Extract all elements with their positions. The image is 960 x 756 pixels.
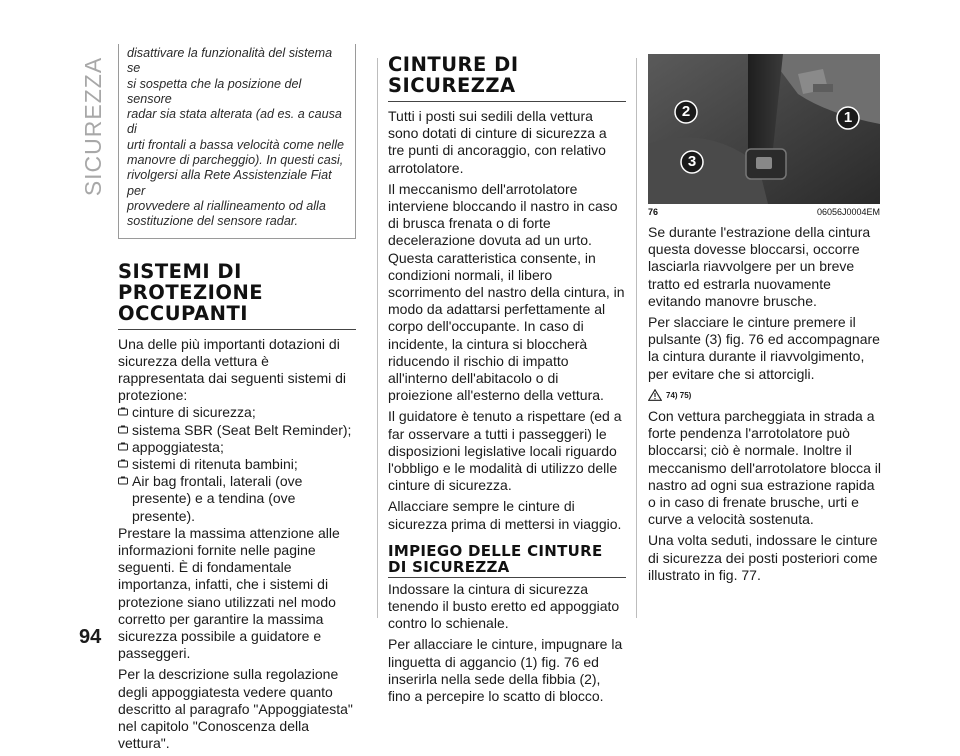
figure-caption (648, 206, 880, 218)
list-item-text: Air bag frontali, laterali (ove presente) e a tendina (ove presente). (132, 473, 303, 524)
note-line: sostituzione del sensore radar. (127, 214, 299, 229)
note-line: urti frontali a bassa velocità come nelle (127, 137, 345, 152)
page-number: 94 (79, 626, 102, 648)
warning-triangle-icon (648, 389, 662, 401)
paragraph: Per la descrizione sulla regolazione degli appoggiatesta vedere quanto descritto al paragrafo "Appoggiatesta" nel capitolo "Conoscenza della vettura". (118, 666, 353, 752)
heading-line: OCCUPANTI (118, 301, 249, 325)
note-line: manovre di parcheggio). In questi casi, (127, 153, 344, 168)
list-item (118, 404, 356, 421)
list-item (118, 439, 356, 456)
paragraph: Tutti i posti sui sedili della vettura sono dotati di cinture di sicurezza a tre punti di ancoraggio, con relativo arrotolatore. (388, 108, 607, 176)
heading-line: SISTEMI DI (118, 259, 242, 283)
note-line: disattivare la funzionalità del sistema se (127, 46, 333, 76)
heading-line: SICUREZZA (388, 74, 516, 97)
paragraph: Indossare la cintura di sicurezza tenendo il busto eretto ed appoggiato contro lo schienale. (388, 580, 620, 632)
paragraph: Se durante l'estrazione della cintura questa dovesse bloccarsi, occorre lasciarla riavvolgere per un breve tratto ed estrarla nuovamente evitando manovre brusche. (648, 224, 871, 309)
section-heading-protection-systems (118, 261, 356, 330)
figure-number: 76 (648, 207, 659, 217)
paragraph: Con vettura parcheggiata in strada a forte pendenza l'arrotolatore può bloccarsi; ciò è normale. Inoltre il meccanismo dell'arrotolatore blocca il nastro ad ogni sua estrazione rapida o in caso di frenate brusche, urti e curve a velocità sostenuta. (648, 408, 881, 528)
callout-2-label: 2 (681, 103, 691, 120)
heading-line: CINTURE DI (388, 53, 519, 76)
list-item-text: sistemi di ritenuta bambini; (132, 455, 298, 472)
paragraph: Il guidatore è tenuto a rispettare (ed a far osservare a tutti i passeggeri) le disposizioni legislative locali riguardo l'obbligo e le modalità di utilizzo delle cinture di sicurezza. (388, 408, 622, 494)
column-1 (118, 44, 356, 756)
callout-3-label: 3 (687, 153, 697, 170)
list-item-text: appoggiatesta; (132, 438, 224, 455)
column-2 (388, 44, 626, 709)
paragraph: Allacciare sempre le cinture di sicurezza prima di mettersi in viaggio. (388, 498, 622, 532)
section-side-tab (74, 46, 114, 206)
section-side-tab-label: SICUREZZA (80, 56, 107, 196)
note-line: rivolgersi alla Rete Assistenziale Fiat per (127, 168, 332, 198)
note-line: provvedere al riallineamento od alla (127, 198, 326, 213)
seat-belt-bullet-icon (118, 442, 128, 452)
paragraph: Per slacciare le cinture premere il pulsante (3) fig. 76 ed accompagnare la cintura durante il riavvolgimento, per evitare che si attorcigli. (648, 314, 880, 382)
seat-belt-bullet-icon (118, 407, 128, 417)
list-item (118, 456, 356, 473)
section-heading-seat-belts (388, 54, 626, 102)
heading-line: PROTEZIONE (118, 280, 264, 304)
seat-belt-bullet-icon (118, 476, 128, 486)
radar-note-box (118, 44, 356, 239)
seat-belt-bullet-icon (118, 425, 128, 435)
column-divider-2 (636, 58, 637, 618)
figure-code: 06056J0004EM (816, 207, 880, 217)
list-item (118, 422, 356, 439)
intro-paragraph: Una delle più importanti dotazioni di sicurezza della vettura è rappresentata dai seguenti sistemi di protezione: (118, 335, 347, 404)
warning-references (648, 387, 884, 404)
paragraph: Prestare la massima attenzione alle informazioni fornite nelle pagine seguenti. È di fondamentale importanza, infatti, che i sistemi di protezione siano utilizzati nel modo corretto per garantire la massima sicurezza possibile a guidatore e passeggeri. (118, 524, 340, 662)
list-item-text: cinture di sicurezza; (132, 404, 256, 421)
subheading-line: DI SICUREZZA (388, 557, 510, 576)
paragraph: Una volta seduti, indossare le cinture di sicurezza dei posti posteriori come illustrato in fig. 77. (648, 532, 878, 583)
subheading-belt-use (388, 543, 626, 578)
paragraph: Per allacciare le cinture, impugnare la linguetta di aggancio (1) fig. 76 ed inserirla nella sede della fibbia (2), fino a percepire lo scatto di blocco. (388, 636, 623, 705)
paragraph: Il meccanismo dell'arrotolatore interviene bloccando il nastro in caso di brusca frenata o di forte decelerazione dovuta ad un urto. Questa caratteristica consente, in condizioni normali, il libero scorrimento del nastro della cintura, in modo da adattarsi perfettamente al corpo dell'occupante. In caso di incidente, la cintura si bloccherà riducendo il rischio di impatto all'interno dell'abitacolo o di proiezione all'esterno della vettura. (388, 180, 625, 404)
note-line: radar sia stata alterata (ad es. a causa di (127, 107, 342, 137)
list-item-text: sistema SBR (Seat Belt Reminder); (132, 421, 352, 438)
subheading-line: IMPIEGO DELLE CINTURE (388, 541, 603, 560)
seat-belt-bullet-icon (118, 459, 128, 469)
column-divider-1 (377, 58, 378, 618)
warning-refs-text: 74) 75) (666, 390, 692, 400)
list-item (118, 473, 356, 525)
protection-systems-list (118, 404, 356, 524)
column-3 (648, 44, 884, 588)
callout-1-label: 1 (843, 109, 853, 126)
seat-belt-buckle-figure (648, 54, 880, 204)
note-line: si sospetta che la posizione del sensore (127, 76, 302, 106)
